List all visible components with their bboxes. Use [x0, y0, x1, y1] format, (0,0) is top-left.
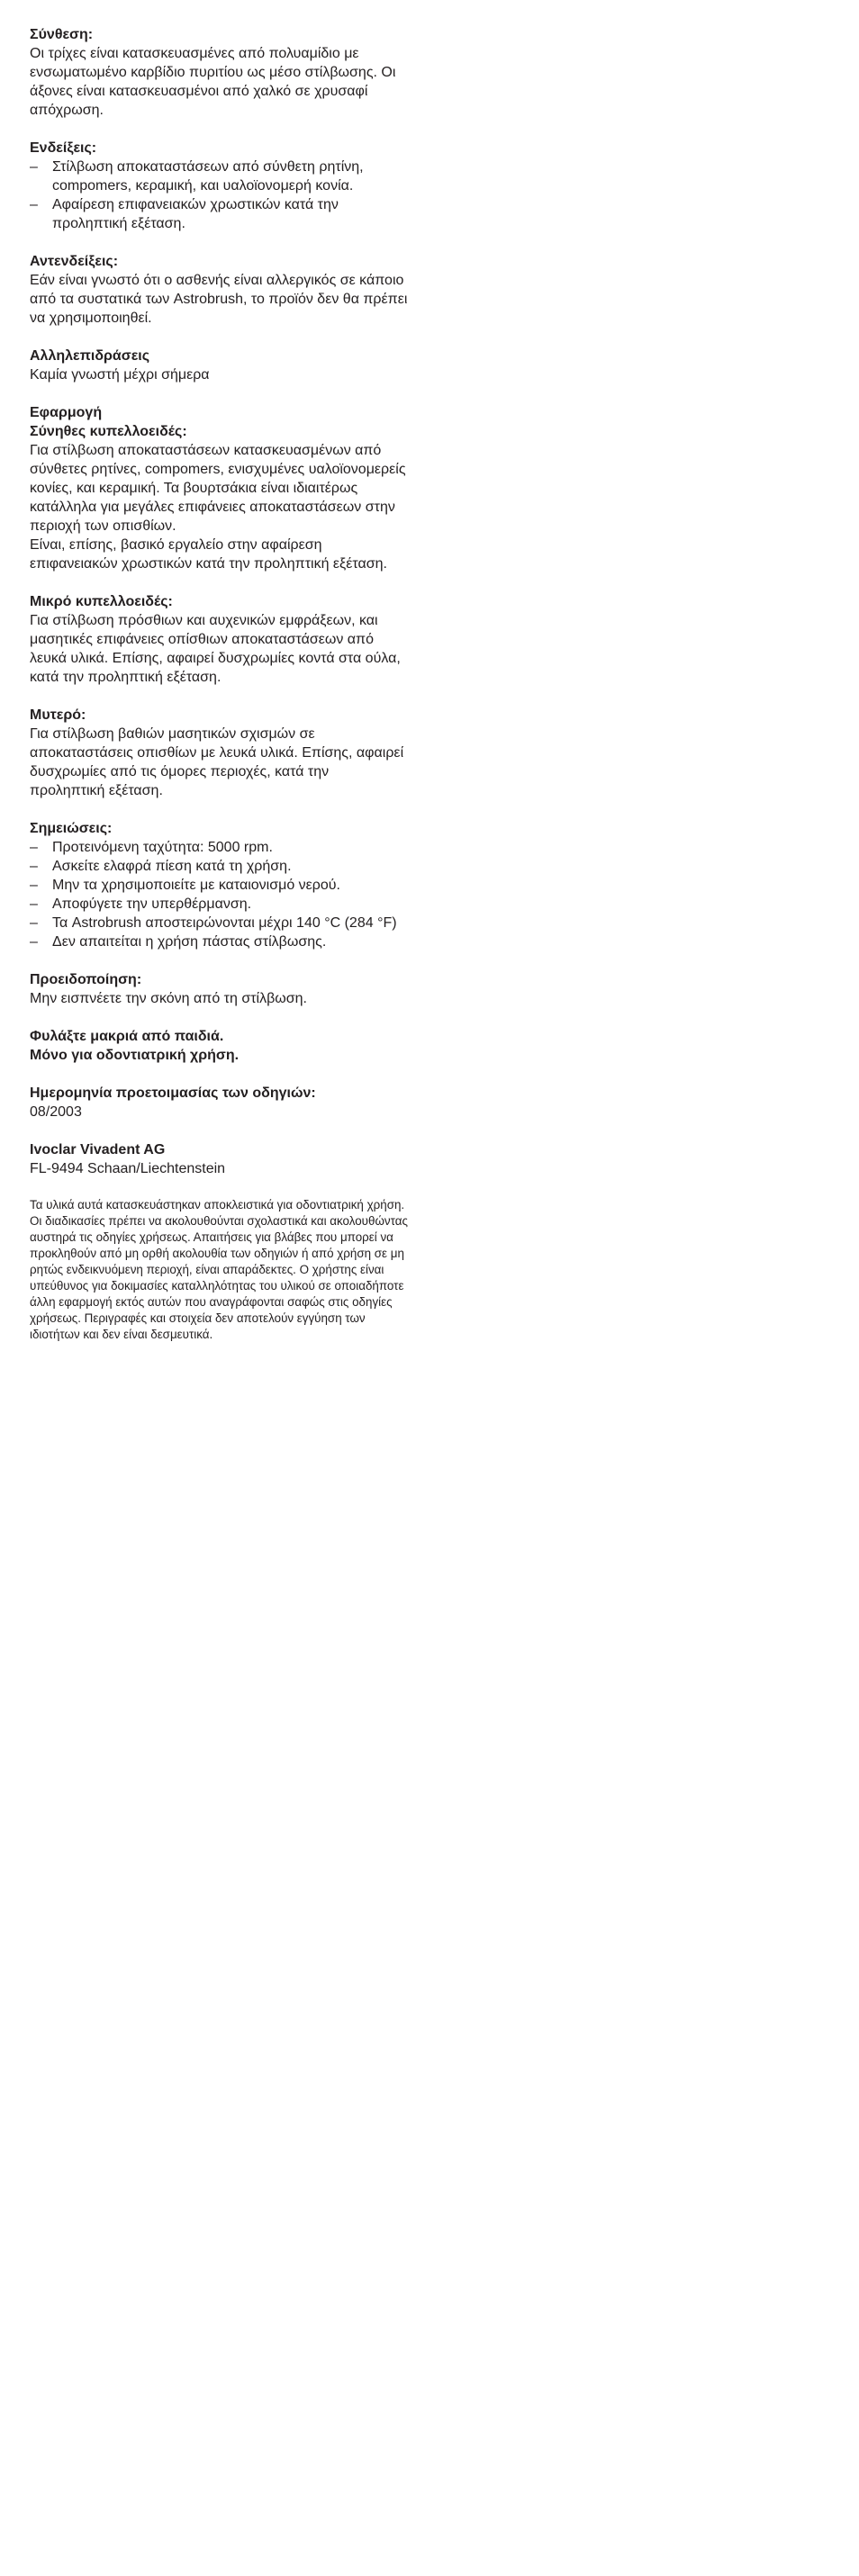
list-item: – Μην τα χρησιμοποιείτε με καταιονισμό νερού.: [30, 878, 340, 893]
small-cup-heading: Μικρό κυπελλοειδές:: [30, 594, 173, 609]
interactions-heading: Αλληλεπιδράσεις: [30, 348, 150, 364]
composition-heading: Σύνθεση:: [30, 27, 94, 42]
pointed-heading: Μυτερό:: [30, 707, 86, 723]
interactions-section: [30, 347, 408, 384]
contraindications-heading: Αντενδείξεις:: [30, 254, 119, 269]
date-section: [30, 1084, 408, 1121]
standard-cup-heading: Σύνηθες κυπελλοειδές:: [30, 424, 187, 439]
date-value: 08/2003: [30, 1104, 82, 1120]
list-item: – Προτεινόμενη ταχύτητα: 5000 rpm.: [30, 840, 273, 855]
small-cup-section: [30, 592, 408, 687]
manufacturer-name: Ivoclar Vivadent AG: [30, 1142, 166, 1157]
storage-section: [30, 1027, 408, 1065]
manufacturer-address: FL-9494 Schaan/Liechtenstein: [30, 1161, 226, 1176]
indications-heading: Ενδείξεις:: [30, 140, 97, 156]
contraindications-text: Εάν είναι γνωστό ότι ο ασθενής είναι αλλεργικός σε κάποιο από τα συστατικά των Astrobrush, το προϊόν δεν θα πρέπει να χρησιμοποιηθεί.: [30, 273, 408, 326]
application-section: [30, 403, 408, 573]
standard-cup-text: Για στίλβωση αποκαταστάσεων κατασκευασμένων από σύνθετες ρητίνες, compomers, ενισχυμένες υαλοϊονομερείς κονίες, και κεραμική. Τα βουρτσάκια είναι ιδιαιτέρως κατάλληλα για μεγάλες επιφάνειες αποκαταστάσεων στην περιοχή των οπισθίων.: [30, 443, 406, 534]
indications-list: [30, 158, 408, 233]
notes-list: [30, 838, 408, 951]
indications-section: [30, 139, 408, 233]
list-item: – Αποφύγετε την υπερθέρμανση.: [30, 896, 252, 912]
storage-line-2: Μόνο για οδοντιατρική χρήση.: [30, 1048, 240, 1063]
pointed-text: Για στίλβωση βαθιών μασητικών σχισμών σε αποκαταστάσεις οπισθίων με λευκά υλικά. Επίσης, αφαιρεί δυσχρωμίες από τις όμορες περιοχές, κατά την προληπτική εξέταση.: [30, 726, 404, 798]
warning-heading: Προειδοποίηση:: [30, 972, 142, 987]
warning-text: Μην εισπνέετε την σκόνη από τη στίλβωση.: [30, 991, 307, 1006]
date-heading: Ημερομηνία προετοιμασίας των οδηγιών:: [30, 1085, 316, 1101]
disclaimer-text: Τα υλικά αυτά κατασκευάστηκαν αποκλειστικά για οδοντιατρική χρήση. Οι διαδικασίες πρέπει να ακολουθούνται σχολαστικά και ακολουθώντας αυστηρά τις οδηγίες χρήσεως. Απαιτήσεις για βλάβες που μπορεί να προκληθούν από μη ορθή ακολουθία των οδηγιών ή από χρήση σε μη ρητώς ενδεικνυόμενη περιοχή, είναι απαράδεκτες. Ο χρήστης είναι υπεύθυνος για δοκιμασίες καταλληλότητας του υλικού σε οποιαδήποτε άλλη εφαρμογή εκτός αυτών που αναγράφονται σαφώς στις οδηγίες χρήσεως. Περιγραφές και στοιχεία δεν αποτελούν εγγύηση των ιδιοτήτων και δεν είναι δεσμευτικά.: [30, 1198, 408, 1341]
application-heading: Εφαρμογή: [30, 405, 103, 420]
list-item: – Τα Astrobrush αποστειρώνονται μέχρι 140 °C (284 °F): [30, 915, 397, 931]
list-item: – Στίλβωση αποκαταστάσεων από σύνθετη ρητίνη, compomers, κεραμική, και υαλοϊονομερή κονία.: [30, 159, 364, 194]
composition-text: Οι τρίχες είναι κατασκευασμένες από πολυαμίδιο με ενσωματωμένο καρβίδιο πυριτίου ως μέσο στίλβωσης. Οι άξονες είναι κατασκευασμένοι από χαλκό σε χρυσαφί απόχρωση.: [30, 46, 396, 118]
pointed-section: [30, 706, 408, 800]
manufacturer-section: [30, 1140, 408, 1178]
contraindications-section: [30, 252, 408, 328]
small-cup-text: Για στίλβωση πρόσθιων και αυχενικών εμφράξεων, και μασητικές επιφάνειες οπίσθιων αποκαταστάσεων από λευκά υλικά. Επίσης, αφαιρεί δυσχρωμίες κοντά στα ούλα, κατά την προληπτική εξέταση.: [30, 613, 401, 685]
instructions-column: [30, 25, 408, 1343]
warning-section: [30, 970, 408, 1008]
notes-section: [30, 819, 408, 951]
storage-line-1: Φυλάξτε μακριά από παιδιά.: [30, 1029, 224, 1044]
notes-heading: Σημειώσεις:: [30, 821, 113, 836]
standard-cup-text-2: Είναι, επίσης, βασικό εργαλείο στην αφαίρεση επιφανειακών χρωστικών κατά την προληπτική εξέταση.: [30, 537, 387, 572]
interactions-text: Καμία γνωστή μέχρι σήμερα: [30, 367, 210, 383]
composition-section: [30, 25, 408, 120]
list-item: – Αφαίρεση επιφανειακών χρωστικών κατά την προληπτική εξέταση.: [30, 197, 339, 231]
list-item: – Δεν απαιτείται η χρήση πάστας στίλβωσης.: [30, 934, 327, 950]
list-item: – Ασκείτε ελαφρά πίεση κατά τη χρήση.: [30, 859, 292, 874]
